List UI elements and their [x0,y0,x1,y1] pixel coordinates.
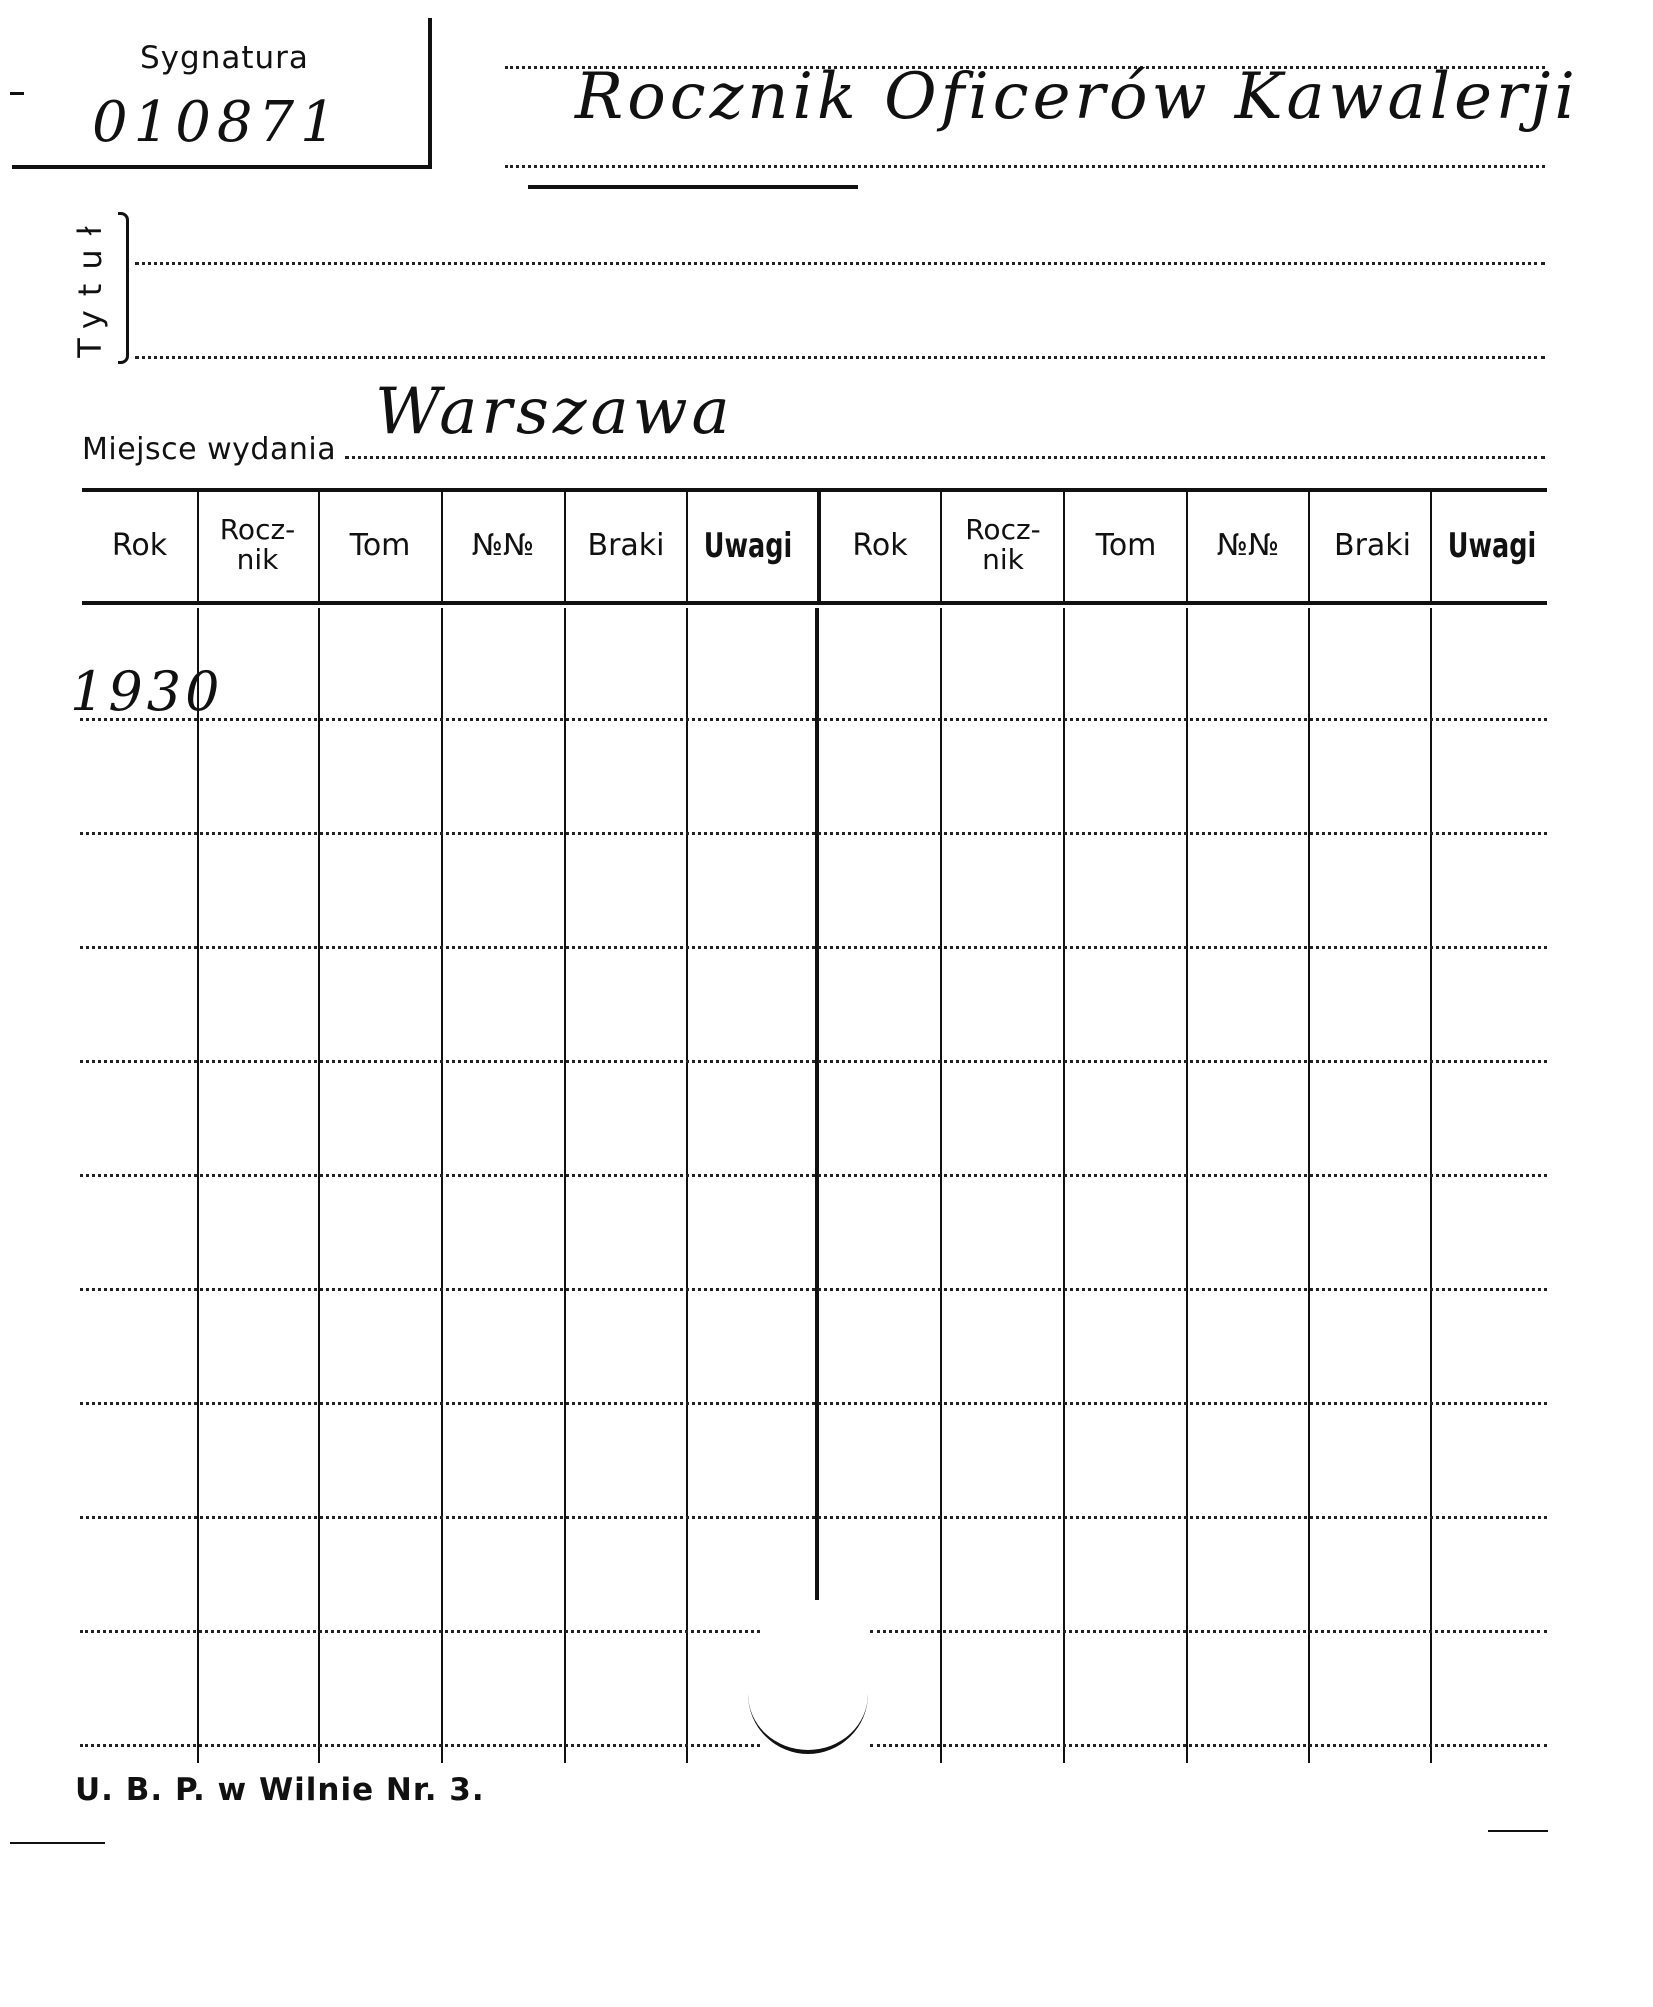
center-line [815,608,819,1600]
header-rocznik: Rocz- nik [219,513,296,576]
col-divider [686,492,688,601]
center-divider [817,492,821,601]
row-line [80,1744,760,1747]
row-line [80,1402,1547,1405]
header-rocznik-right: Rocz- nik [965,513,1041,576]
signature-box-divider [428,18,432,168]
title-dotted-line [505,165,1545,168]
edge-mark [1488,1830,1548,1832]
col-line [197,608,199,1763]
col-line [1308,608,1310,1763]
header-rok-right: Rok [852,528,908,563]
signature-value: 010871 [92,90,342,155]
signature-box-rule [12,165,432,169]
row-line [80,832,1547,835]
header-numery: №№ [471,528,535,563]
header-braki-right: Braki [1333,528,1411,563]
title-field-label [60,210,120,360]
title-line-1 [135,262,1545,265]
header-uwagi-right: Uwagi [1447,526,1537,566]
col-divider [564,492,566,601]
col-divider [441,492,443,601]
col-divider [318,492,320,601]
header-tom-right: Tom [1095,528,1157,563]
year-entry: 1930 [70,660,224,723]
punch-hole [748,1690,868,1754]
title-underline [528,185,858,189]
table-top-rule [82,488,1547,492]
col-line [318,608,320,1763]
place-dotted-line [345,456,1545,459]
col-divider [1308,492,1310,601]
col-divider [197,492,199,601]
title-field-label-text: Tytuł [71,212,109,358]
title-line-2 [135,356,1545,359]
col-divider [1063,492,1065,601]
col-line [564,608,566,1763]
col-line [686,608,688,1763]
header-braki: Braki [587,528,665,563]
col-line [1063,608,1065,1763]
edge-mark [10,1842,105,1844]
col-line [1186,608,1188,1763]
col-divider [1430,492,1432,601]
col-line [940,608,942,1763]
row-line [80,718,1547,721]
row-line [80,1630,760,1633]
col-divider [940,492,942,601]
row-line [80,1060,1547,1063]
row-line [80,1174,1547,1177]
edge-tick [10,92,24,95]
header-uwagi: Uwagi [703,526,793,566]
col-divider [1186,492,1188,601]
header-rok: Rok [111,528,168,563]
row-line [80,946,1547,949]
row-line [80,1288,1547,1291]
col-line [1430,608,1432,1763]
place-value: Warszawa [375,375,734,449]
header-numery-right: №№ [1216,528,1280,563]
table-header-rule [82,601,1547,605]
place-label: Miejsce wydania [82,432,337,467]
printer-footer: U. B. P. w Wilnie Nr. 3. [75,1772,485,1808]
row-line [870,1630,1547,1633]
signature-label: Sygnatura [140,40,309,76]
header-tom: Tom [349,528,411,563]
row-line [80,1516,1547,1519]
title-handwritten: Rocznik Oficerów Kawalerji [575,60,1579,134]
row-line [870,1744,1547,1747]
col-line [441,608,443,1763]
title-brace [118,212,129,364]
